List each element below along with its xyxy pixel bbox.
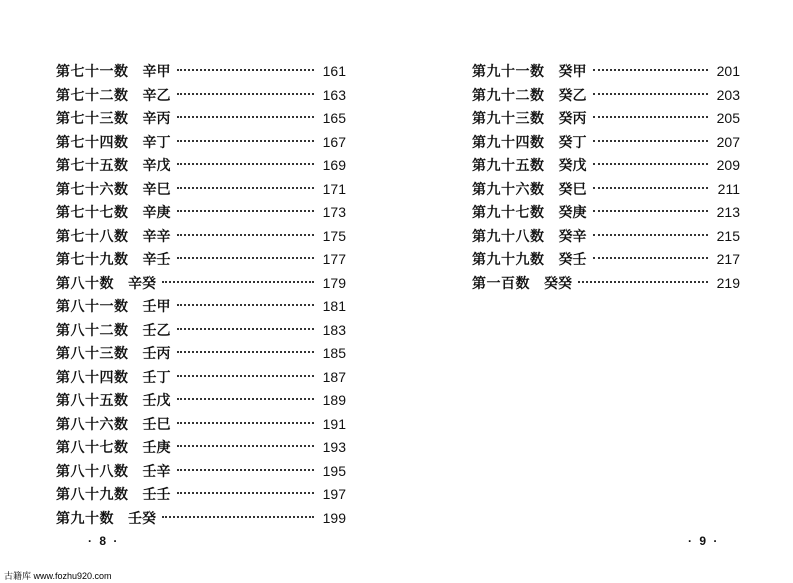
entry-page-number: 183 [322,321,346,338]
entry-page-number: 167 [322,133,346,150]
entry-page-number: 189 [322,392,346,408]
entry-stem: 壬壬 [142,487,171,503]
entry-stem: 辛戊 [142,158,171,174]
dot-leader [593,140,709,142]
entry-stem: 壬乙 [142,322,171,339]
entry-stem: 辛庚 [142,205,171,221]
dot-leader [593,69,709,71]
entry-stem: 辛辛 [142,228,171,245]
entry-name: 第九十四数 [472,134,545,151]
entry-page-number: 185 [322,345,346,361]
entry-page-number: 195 [322,462,346,479]
toc-entry [472,272,740,296]
entry-stem: 癸巳 [558,181,587,198]
dot-leader [177,445,315,447]
entry-name: 第八十九数 [56,487,129,503]
entry-stem: 癸乙 [558,87,587,104]
entry-name: 第八十四数 [56,369,129,386]
entry-stem: 壬巳 [142,416,171,433]
entry-page-number: 193 [322,439,346,455]
toc-entry [56,107,346,131]
dot-leader [177,140,315,142]
entry-stem: 壬戊 [142,393,171,409]
entry-name: 第七十四数 [56,134,129,151]
dot-leader [162,281,314,283]
dot-leader [177,257,315,259]
toc-entry [56,460,346,484]
toc-entry [56,507,346,531]
dot-leader [177,234,315,236]
left-page-toc [56,60,346,530]
entry-name: 第七十七数 [56,205,129,221]
entry-stem: 辛丙 [142,111,171,127]
entry-page-number: 209 [716,157,740,173]
dot-leader [177,375,315,377]
dot-leader [177,469,315,471]
toc-entry [56,389,346,413]
entry-stem: 辛癸 [128,275,156,292]
entry-stem: 壬辛 [142,463,171,480]
toc-entry [472,225,740,249]
site-watermark: 古籍库 www.fozhu920.com [4,571,112,581]
toc-entry [56,319,346,343]
dot-leader [593,234,709,236]
toc-entry [56,154,346,178]
right-page-number: · 9 · [688,534,720,548]
entry-stem: 癸丙 [558,111,587,127]
dot-leader [177,304,315,306]
dot-leader [593,116,709,118]
dot-leader [177,422,315,424]
toc-entry [56,84,346,108]
entry-name: 第八十五数 [56,393,129,409]
entry-page-number: 215 [716,227,740,244]
entry-page-number: 211 [717,180,740,197]
toc-entry [56,483,346,507]
toc-entry [56,272,346,296]
toc-entry [56,178,346,202]
entry-stem: 癸甲 [558,64,587,80]
entry-stem: 壬庚 [142,440,171,456]
entry-name: 第九十一数 [472,64,545,80]
entry-stem: 壬甲 [142,299,171,315]
entry-stem: 癸丁 [558,134,587,151]
entry-name: 第七十九数 [56,252,129,268]
entry-stem: 辛丁 [142,134,171,151]
entry-name: 第九十二数 [472,87,545,104]
entry-page-number: 187 [322,368,346,385]
entry-page-number: 165 [322,110,346,126]
entry-name: 第九十三数 [472,111,545,127]
entry-page-number: 207 [716,133,740,150]
entry-page-number: 175 [322,227,346,244]
entry-page-number: 201 [716,63,740,79]
entry-page-number: 217 [716,251,740,267]
entry-page-number: 213 [716,204,740,220]
entry-page-number: 169 [322,157,346,173]
dot-leader [177,116,315,118]
entry-name: 第八十一数 [56,299,129,315]
dot-leader [593,210,709,212]
entry-stem: 壬丁 [142,369,171,386]
entry-stem: 壬丙 [142,346,171,362]
toc-entry [472,248,740,272]
entry-name: 第七十三数 [56,111,129,127]
toc-entry [56,295,346,319]
dot-leader [593,93,709,95]
entry-page-number: 199 [322,509,346,526]
entry-stem: 癸辛 [558,228,587,245]
toc-entry [472,60,740,84]
toc-entry [56,342,346,366]
entry-name: 第八十七数 [56,440,129,456]
dot-leader [177,398,315,400]
entry-page-number: 173 [322,204,346,220]
entry-name: 第七十一数 [56,64,129,80]
entry-stem: 辛乙 [142,87,171,104]
dot-leader [177,69,315,71]
entry-stem: 辛巳 [142,181,171,198]
entry-page-number: 171 [322,180,346,197]
entry-stem: 癸戊 [558,158,587,174]
dot-leader [578,281,708,283]
entry-name: 第九十六数 [472,181,545,198]
toc-entry [56,225,346,249]
entry-name: 第七十五数 [56,158,129,174]
dot-leader [177,492,315,494]
entry-page-number: 181 [322,298,346,314]
toc-entry [56,413,346,437]
toc-entry [472,201,740,225]
entry-name: 第七十八数 [56,228,129,245]
entry-page-number: 177 [322,251,346,267]
entry-name: 第九十八数 [472,228,545,245]
entry-stem: 癸庚 [558,205,587,221]
toc-entry [56,60,346,84]
toc-entry [56,201,346,225]
toc-entry [56,436,346,460]
dot-leader [177,187,315,189]
entry-page-number: 163 [322,86,346,103]
entry-page-number: 203 [716,86,740,103]
toc-entry [472,178,740,202]
dot-leader [593,257,709,259]
entry-name: 第八十八数 [56,463,129,480]
entry-page-number: 161 [322,63,346,79]
toc-list-right [472,60,740,295]
entry-stem: 辛甲 [142,64,171,80]
entry-stem: 癸壬 [558,252,587,268]
toc-entry [472,154,740,178]
entry-name: 第七十二数 [56,87,129,104]
left-page-number: · 8 · [88,534,120,548]
dot-leader [177,210,315,212]
dot-leader [177,163,315,165]
toc-entry [56,131,346,155]
toc-entry [472,107,740,131]
toc-entry [472,131,740,155]
entry-name: 第八十六数 [56,416,129,433]
entry-name: 第九十五数 [472,158,545,174]
entry-name: 第八十数 [56,275,114,292]
entry-name: 第九十九数 [472,252,545,268]
entry-page-number: 205 [716,110,740,126]
toc-entry [472,84,740,108]
entry-name: 第九十七数 [472,205,545,221]
dot-leader [177,351,315,353]
entry-name: 第八十二数 [56,322,129,339]
dot-leader [593,187,709,189]
right-page-toc [472,60,740,295]
entry-stem: 癸癸 [544,275,572,292]
entry-page-number: 219 [716,274,740,291]
dot-leader [162,516,314,518]
entry-stem: 壬癸 [128,510,156,527]
entry-name: 第一百数 [472,275,530,292]
dot-leader [177,328,315,330]
dot-leader [177,93,315,95]
entry-page-number: 179 [322,274,346,291]
dot-leader [593,163,709,165]
entry-name: 第九十数 [56,510,114,527]
entry-name: 第七十六数 [56,181,129,198]
entry-page-number: 191 [322,415,346,432]
toc-entry [56,366,346,390]
entry-stem: 辛壬 [142,252,171,268]
entry-page-number: 197 [322,486,346,502]
toc-entry [56,248,346,272]
entry-name: 第八十三数 [56,346,129,362]
toc-list-left [56,60,346,530]
